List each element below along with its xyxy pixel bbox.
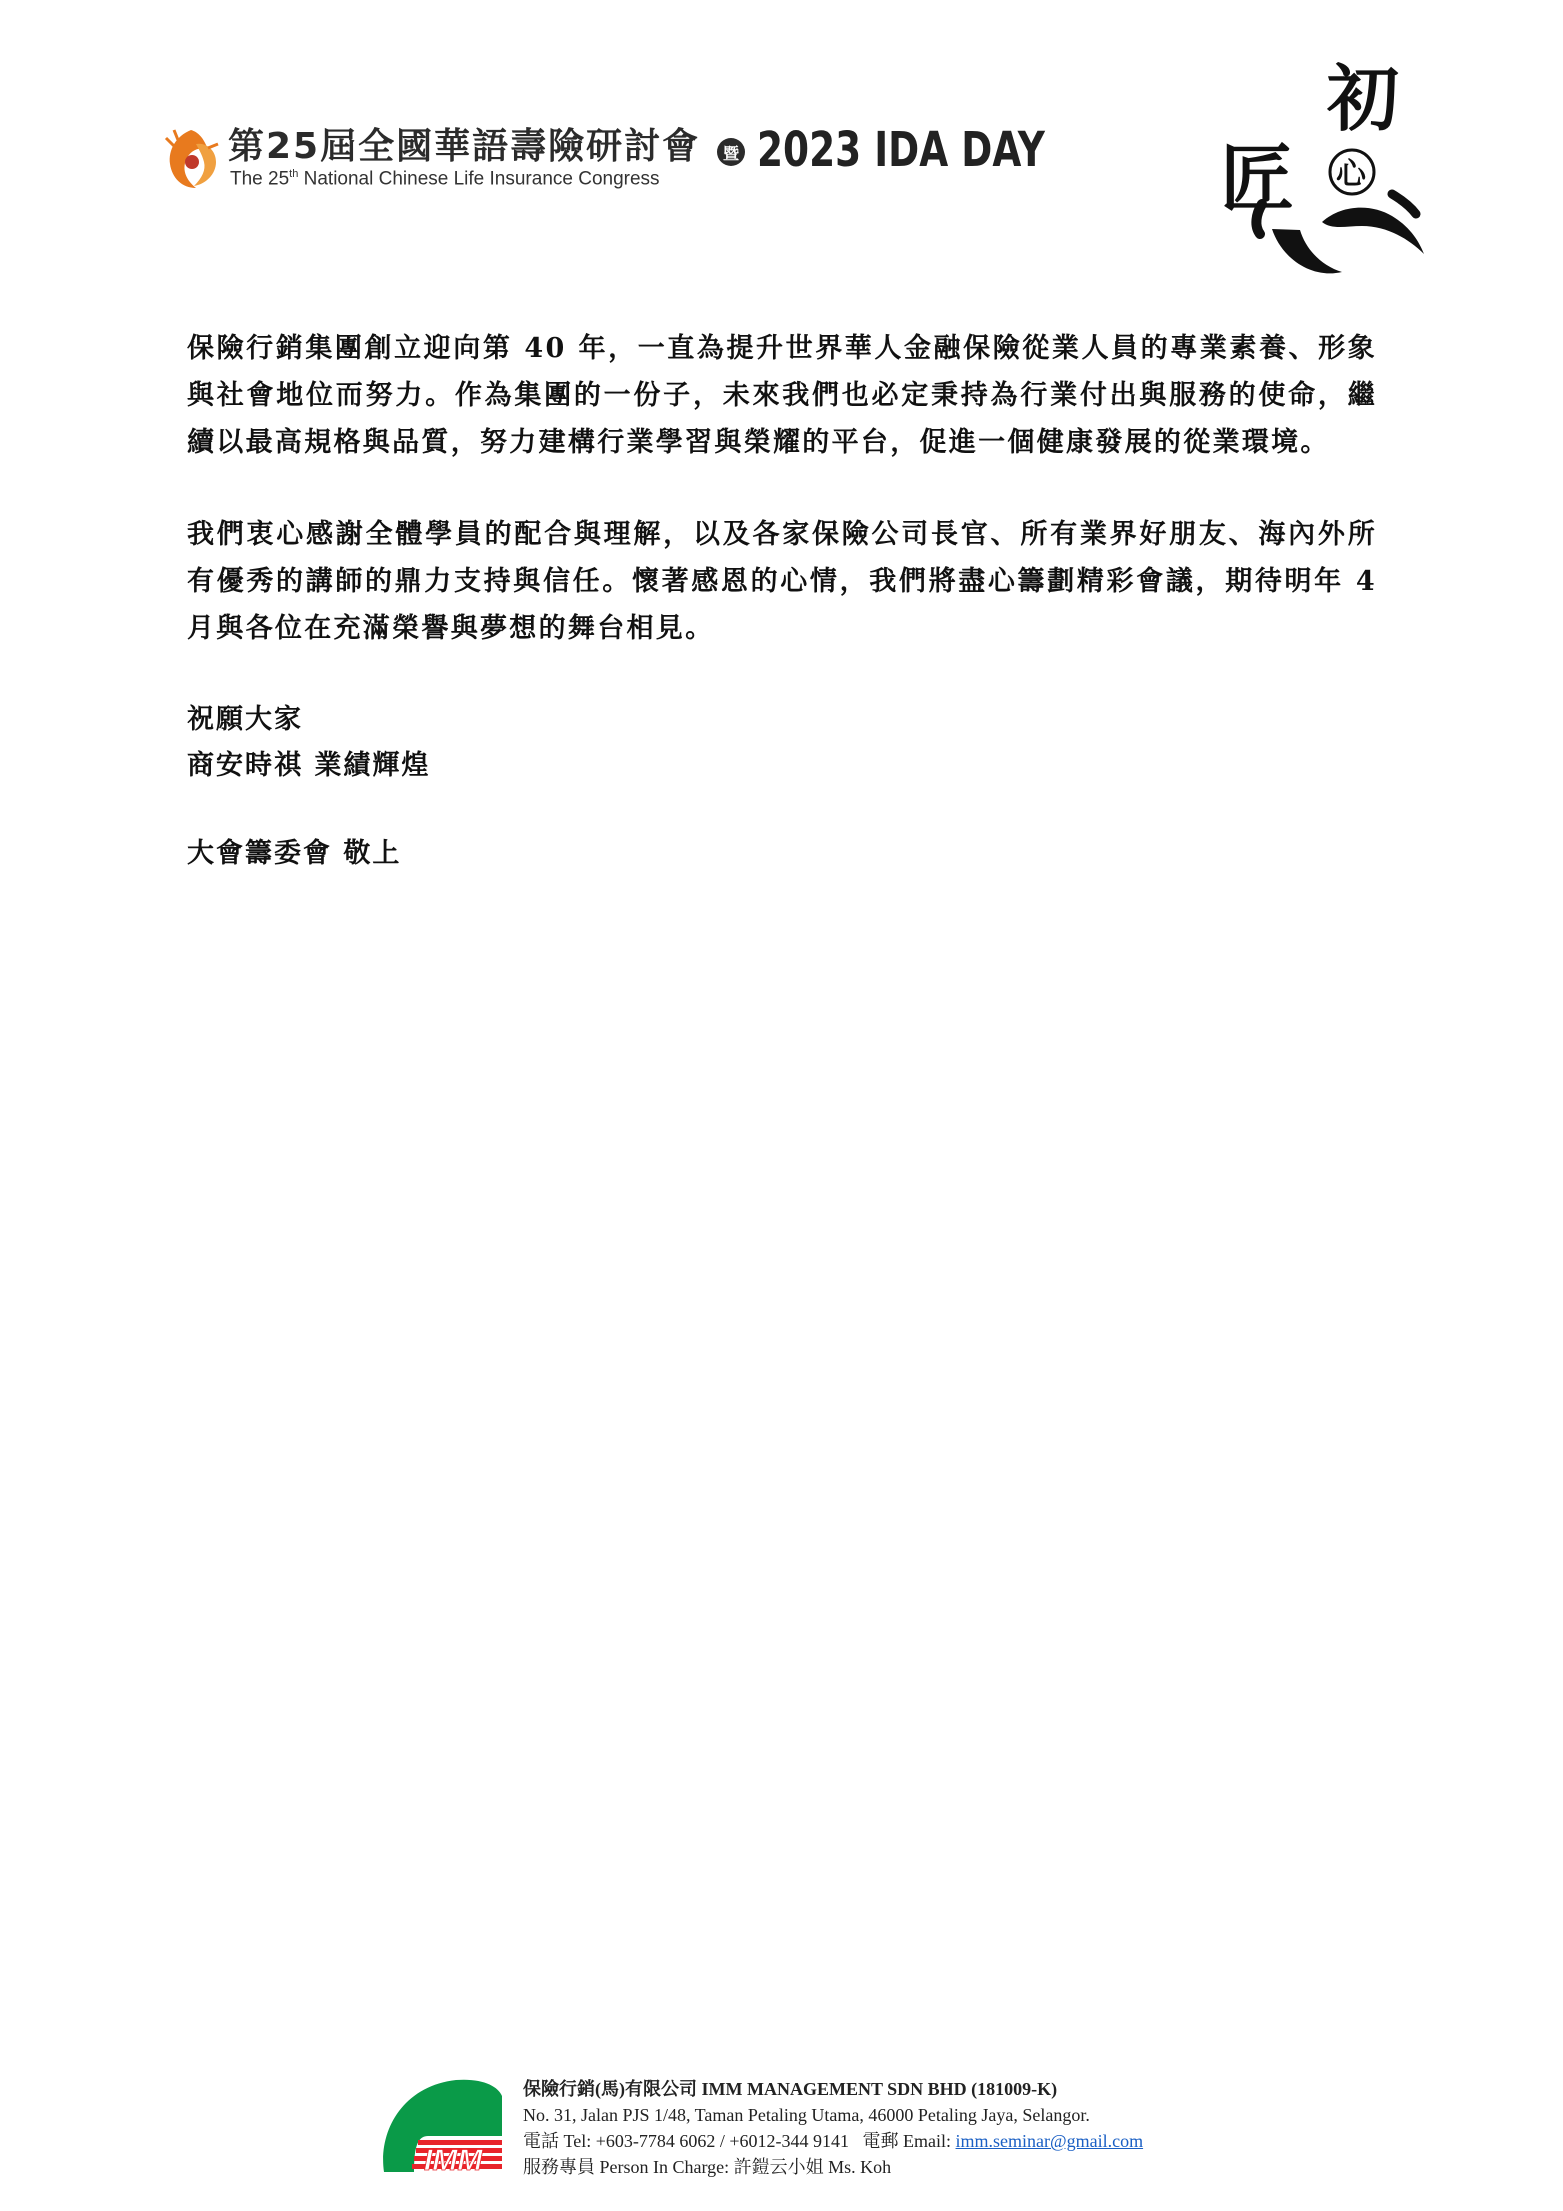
calligraphy-jiang: 匠 (1220, 136, 1294, 222)
signoff: 大會籌委會 敬上 (187, 838, 402, 869)
wish-line-2: 商安時祺 業績輝煌 (187, 750, 431, 781)
title-en-post: National Chinese Life Insurance Congress (298, 168, 660, 190)
company-address: No. 31, Jalan PJS 1/48, Taman Petaling Utama, 46000 Petaling Jaya, Selangor. (523, 2105, 1090, 2125)
contact-line (523, 2128, 1143, 2154)
ji-badge: 暨 (717, 138, 745, 166)
wish-line-1: 祝願大家 (187, 704, 303, 735)
letter-paragraph-1: 保險行銷集團創立迎向第 40 年，一直為提升世界華人金融保險從業人員的專業素養、形象與社會地位而努力。作為集團的一份子，未來我們也必定秉持為行業付出與服務的使命，繼續以最高規格與品質，努力建構行業學習與榮耀的平台，促進一個健康發展的從業環境。 (187, 333, 1377, 458)
congress-title-chinese: 第25屆全國華語壽險研討會 (228, 126, 701, 167)
company-name: 保險行銷(馬)有限公司 IMM MANAGEMENT SDN BHD (181009-K) (523, 2079, 1058, 2099)
congress-header (162, 56, 1462, 318)
calligraphy-chu: 初 (1327, 56, 1400, 141)
company-footer (378, 2076, 1278, 2196)
title-en-sup: th (289, 168, 299, 180)
person-in-charge: 服務專員 Person In Charge: 許鎧云小姐 Ms. Koh (523, 2157, 892, 2177)
calligraphy-emblem (1202, 54, 1432, 294)
calligraphy-xin-small: 心 (1336, 157, 1366, 192)
imm-logo-icon (378, 2076, 504, 2176)
letter-paragraph-2: 我們衷心感謝全體學員的配合與理解，以及各家保險公司長官、所有業界好朋友、海內外所有優秀的講師的鼎力支持與信任。懷著感恩的心情，我們將盡心籌劃精彩會議，期待明年 4 月與各位在充滿榮譽與夢想的舞台相見。 (187, 519, 1377, 644)
title-en-pre: The 25 (230, 168, 290, 190)
phone-info: 電話 Tel: +603-7784 6062 / +6012-344 9141 (523, 2131, 850, 2151)
congress-title-english (230, 168, 660, 190)
dragon-emblem-icon (162, 126, 220, 192)
letter-body (187, 325, 1377, 877)
event-name: 2023 IDA DAY (757, 122, 1045, 178)
email-link[interactable]: imm.seminar@gmail.com (955, 2131, 1144, 2151)
email-label: 電郵 Email: (862, 2131, 956, 2151)
company-info (523, 2076, 1143, 2180)
imm-logo-text: IMM (424, 2144, 483, 2176)
